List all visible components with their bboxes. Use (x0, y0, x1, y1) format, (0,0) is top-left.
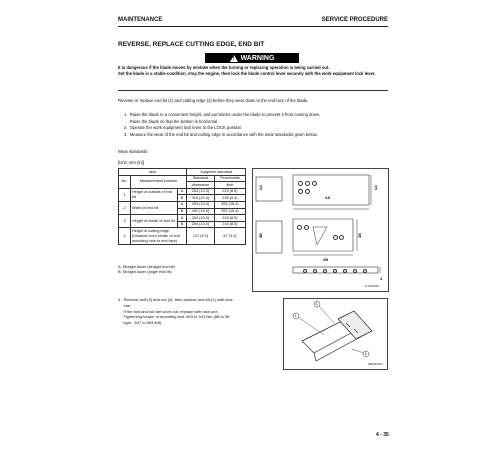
warning-line-2: Set the blade in a stable condition, stop the engine, then lock the blade control lever securely with the work equipment lock lever. (118, 71, 376, 77)
wear-diagram (252, 168, 389, 292)
step-4-line: Tightening torque of mounting bolt: 863 to 941 Nm (88 to 96 (118, 314, 230, 320)
label-1a: 1A (373, 184, 379, 191)
cell-lim: 392 (15.4) (214, 208, 245, 215)
section-title: REVERSE, REPLACE CUTTING EDGE, END BIT (118, 41, 265, 48)
end-bit-figure-svg (284, 299, 387, 369)
th-std: Standard (187, 175, 215, 182)
bolt-hole-icon (304, 225, 309, 230)
cell-std: 493 (19.4) (187, 201, 215, 208)
note-b: B: Straight dozer (angle end bit) (118, 270, 172, 274)
warning-line-1: It is dangerous if the blade moves by mistake when the turning or replacing operation is being carried out. (118, 65, 330, 70)
bolt-hole-icon (353, 269, 357, 273)
callout-1: 1 (294, 313, 297, 318)
cell-variant: B (178, 195, 187, 202)
cell-lim: 235 (9.3) (214, 195, 245, 202)
cell-std: 127 (5.0) (187, 228, 215, 245)
th-judgment: Judgment standard (187, 169, 246, 176)
cell-std: 254 (10.0) (187, 221, 215, 228)
steps-list (124, 112, 384, 138)
cell-std: 254 (10.0) (187, 188, 215, 195)
cell-no: 3 (119, 215, 131, 228)
table-notes (118, 265, 175, 275)
bolt-hole-icon (312, 181, 317, 186)
label-4: 4 (380, 276, 383, 281)
cell-no: 4 (119, 228, 131, 245)
cell-pos: Height of inside of end bit (131, 215, 178, 228)
cell-variant: B (178, 221, 187, 228)
label-2a: 2A (258, 184, 264, 191)
callout-4: 4 (364, 351, 367, 356)
step-4 (118, 297, 278, 326)
wear-table (118, 168, 246, 245)
cell-std: 492 (19.4) (187, 208, 215, 215)
step-4-line: If the bolt and nut are worn out, replace with new one. (118, 308, 219, 314)
step-2: 2. Operate the work equipment lock lever to the LOCK position. (124, 125, 243, 130)
bolt-hole-icon (343, 269, 347, 273)
th-measure: Measurement position (131, 175, 187, 188)
cell-std: 315 (12.4) (187, 195, 215, 202)
cell-pos: Height of outside of end bit (131, 188, 178, 201)
bolt-hole-icon (303, 269, 307, 273)
th-item: Item (119, 169, 187, 176)
step-4-line: kgm , 637 to 694 lbft) (118, 320, 162, 326)
cell-lim: 215 (8.5) (214, 215, 245, 222)
step-1-note: Raise the blade so that the bottom is horizontal. (124, 118, 219, 124)
bolt-hole-icon (339, 235, 344, 240)
header-rule (118, 26, 388, 27)
cell-pos: Width of end bit (131, 201, 178, 214)
cell-no: 2 (119, 201, 131, 214)
bolt-hole-icon (297, 225, 302, 230)
unit-label: [Unit: mm (in)] (118, 160, 145, 165)
label-2a-mid: 2A (325, 195, 331, 200)
cell-pos-line: Height of cutting edge (132, 229, 169, 234)
intro-text: Reverse or replace end bit (1) and cutting edge (2) before they wear down to the end face of the blade. (118, 98, 309, 103)
callout-3: 3 (315, 301, 318, 306)
bolt-hole-icon (298, 189, 303, 194)
cell-lim: 392 (15.4) (214, 201, 245, 208)
label-3b: 3B (258, 232, 264, 239)
bolt-hole-icon (305, 189, 310, 194)
bolt-hole-icon (333, 235, 338, 240)
th-limit: limit (214, 182, 245, 189)
cell-lim: 87 (3.4) (214, 228, 245, 245)
table-row (119, 201, 246, 208)
wear-diagram-svg (253, 169, 388, 291)
bolt-hole-icon (323, 269, 327, 273)
wear-standards-label: Wear standards (118, 149, 148, 154)
label-2b: 2B (323, 257, 329, 262)
figure-code: G-2026445 (365, 284, 379, 288)
bolt-hole-icon (363, 269, 367, 273)
cell-variant: A (178, 201, 187, 208)
cell-lim: 215 (8.5) (214, 188, 245, 195)
step-1: 1. Raise the blade to a convenient height, and put blocks under the blade to prevent it from coming down. (124, 112, 321, 117)
warning-label: WARNING (240, 54, 275, 62)
th-dim: dimension (187, 182, 215, 189)
cell-pos (131, 228, 187, 245)
th-perm: Permissible (214, 175, 245, 182)
warning-text (118, 65, 388, 77)
cell-pos-line: (Distance from center of bolt (132, 234, 180, 239)
table-row (119, 228, 246, 245)
cell-no: 1 (119, 188, 131, 201)
label-1b: 1B (357, 232, 363, 239)
cell-variant: A (178, 215, 187, 222)
step-4-line: 4. Remove bolt (3) and nut (4), then replace end bit (1) with new (118, 297, 233, 302)
cell-variant: B (178, 208, 187, 215)
header-left: MAINTENANCE (118, 17, 163, 23)
bolt-hole-icon (305, 181, 310, 186)
cell-lim: 215 (8.5) (214, 221, 245, 228)
cell-variant: A (178, 188, 187, 195)
warning-icon: ! (230, 55, 238, 62)
step-4-line: one. (118, 302, 132, 308)
note-a: A: Straight dozer (straight end bit) (118, 265, 175, 269)
bolt-hole-icon (313, 269, 317, 273)
page-number: 4 - 35 (376, 432, 389, 438)
bolt-hole-icon (298, 181, 303, 186)
warning-banner (205, 53, 299, 63)
th-no: No. (119, 175, 131, 188)
table-row (119, 215, 246, 222)
figure-code: WEH04100 (368, 362, 383, 366)
divider (118, 90, 388, 91)
step-3: 3. Measure the wear of the end bit and cutting edge in accordance with the wear standards given below. (124, 131, 318, 137)
cell-pos-line: mounting hole to end face) (132, 238, 177, 243)
header-right: SERVICE PROCEDURE (321, 17, 388, 23)
end-bit-figure (283, 298, 388, 370)
table-row (119, 188, 246, 195)
cell-std: 254 (10.0) (187, 215, 215, 222)
bolt-hole-icon (333, 269, 337, 273)
